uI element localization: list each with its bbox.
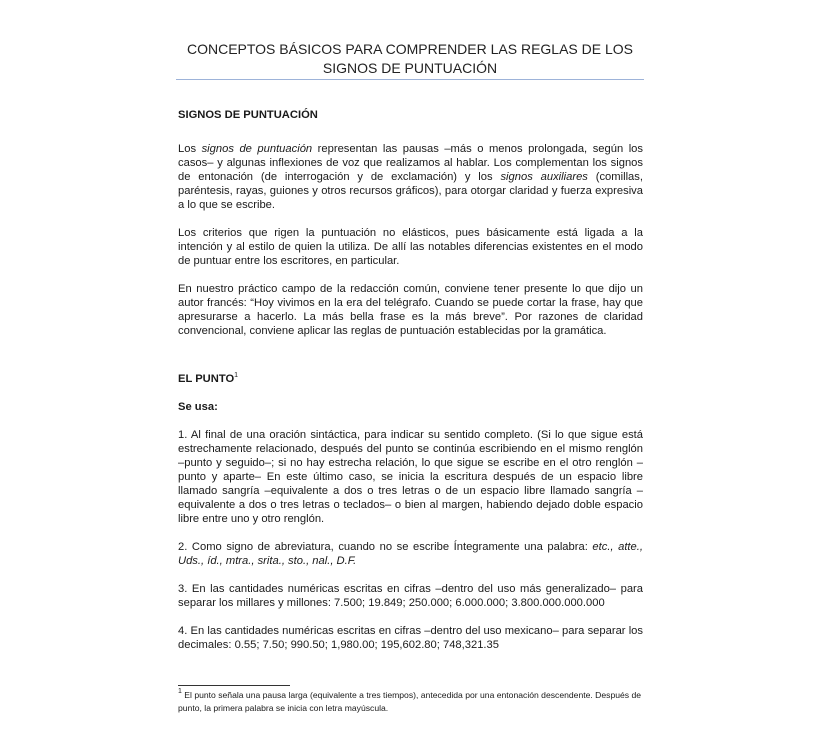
list-item-1: 1. Al final de una oración sintáctica, para indicar su sentido completo. (Si lo que sigue está estrechamente relacionado, después del punto se continúa escribiendo en el mismo renglón –punto y seguido–; si no hay estrecha relación, lo que sigue se escribe en el otro renglón –punto y aparte– En este último caso, se inicia la escritura después de un espacio libre llamado sangría –equivalente a dos o tres letras o de un espacio libre llamado sangría –equivalente a dos o tres letras o teclados– o bien al margen, habiendo dejado doble espacio libre entre uno y otro renglón. [178,429,643,525]
list-item-4: 4. En las cantidades numéricas escritas en cifras –dentro del uso mexicano– para separar los decimales: 0.55; 7.50; 990.50; 1,980.00; 195,602.80; 748,321.35 [178,625,643,651]
paragraph-text: Los [178,143,202,155]
section-heading-punto [178,372,643,386]
title-divider [176,79,644,80]
footnote-reference: 1 [234,372,239,379]
emphasis-term: signos de puntuación [201,143,313,155]
subheading-se-usa: Se usa: [178,401,218,413]
footnote-mark: 1 [178,688,182,695]
list-item-3: 3. En las cantidades numéricas escritas en cifras –dentro del uso más generalizado– para separar los millares y millones: 7.500; 19.849; 250.000; 6.000.000; 3.800.000.000.000 [178,583,643,609]
document-body [178,108,643,652]
paragraph-definition [178,142,643,212]
paragraph-text: (comillas, paréntesis, rayas, guiones y otros recursos gráficos), para otorgar claridad y fuerza expresiva a lo que se escribe. [178,171,643,211]
title-line-1: CONCEPTOS BÁSICOS PARA COMPRENDER LAS REGLAS DE LOS [186,41,634,57]
list-item-text: 2. Como signo de abreviatura, cuando no se escribe Íntegramente una palabra: [178,541,593,553]
abbreviation-examples: etc., atte., Uds., íd., mtra., srita., sto., nal., D.F. [178,541,643,567]
footnote [178,689,643,715]
paragraph-quote: En nuestro práctico campo de la redacción común, conviene tener presente lo que dijo un autor francés: “Hoy vivimos en la era del telégrafo. Cuando se puede cortar la frase, hay que apresurarse a hacerlo. La más bella frase es la más breve”. Por razones de claridad convencional, conviene aplicar las reglas de puntuación establecidas por la gramática. [178,283,643,337]
emphasis-term: signos auxiliares [500,171,588,183]
document-title [176,40,644,78]
heading-text: EL PUNTO [178,373,235,385]
footnote-text: El punto señala una pausa larga (equivalente a tres tiempos), antecedida por una entonación descendente. Después de punto, la primera palabra se inicia con letra mayúscula. [178,690,642,713]
paragraph-criteria: Los criterios que rigen la puntuación no elásticos, pues básicamente está ligada a la intención y al estilo de quien la utiliza. De allí las notables diferencias existentes en el modo de puntuar entre los escritores, en particular. [178,227,643,267]
paragraph-text: representan las pausas –más o menos prolongada, según los casos– y algunas inflexiones de voz que realizamos al hablar. Los complementan los signos de entonación (de interrogación y de exclamación) y los [178,143,643,183]
title-line-2: SIGNOS DE PUNTUACIÓN [322,60,498,76]
list-item-2 [178,540,643,568]
footnote-divider [178,685,290,686]
section-heading-signos: SIGNOS DE PUNTUACIÓN [178,109,318,121]
